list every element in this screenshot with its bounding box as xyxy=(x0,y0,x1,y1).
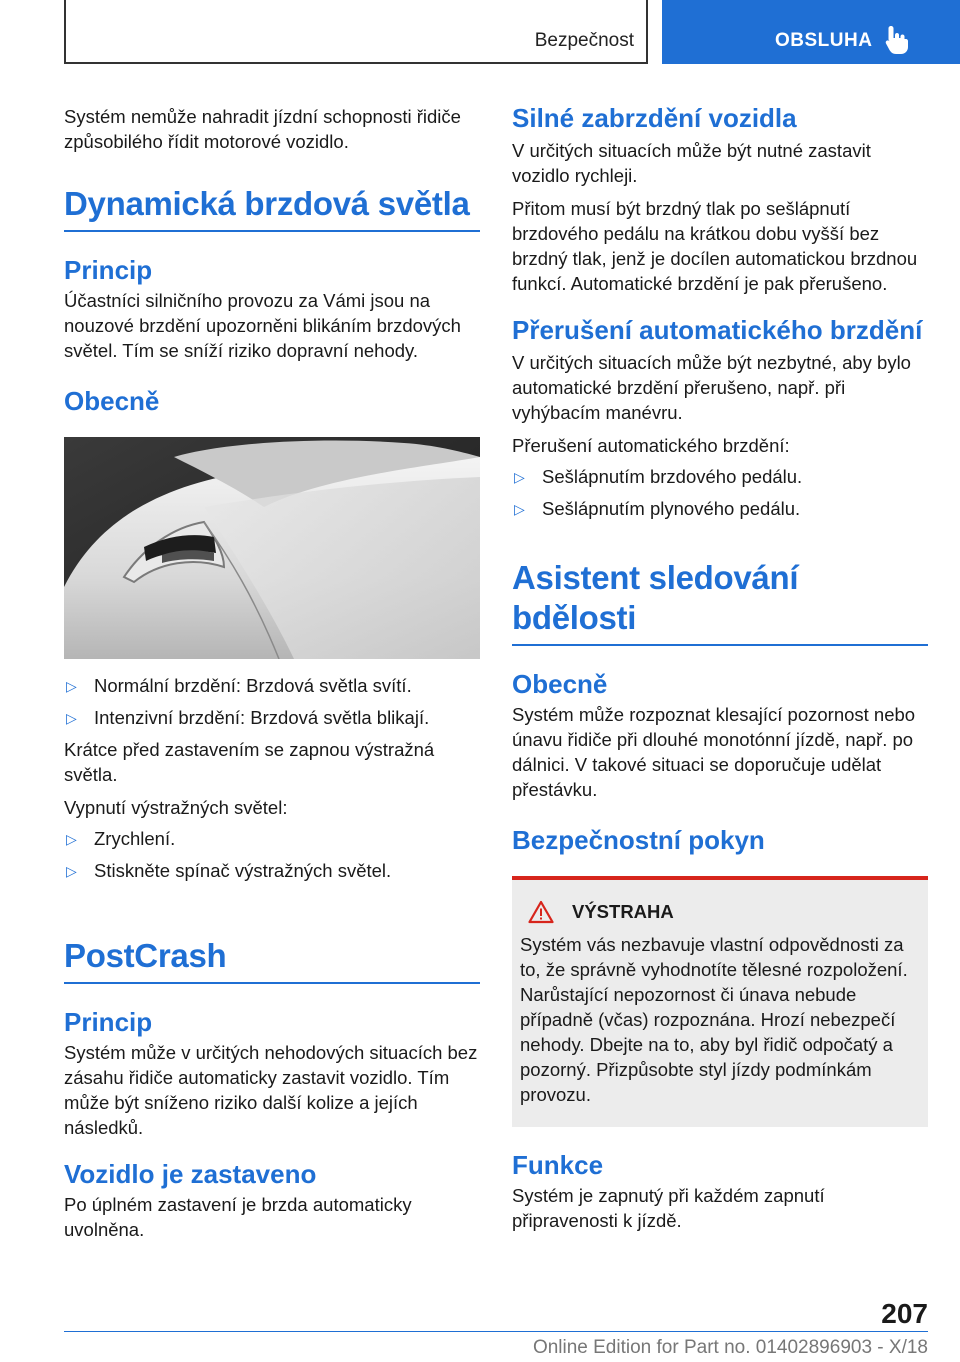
hazard-text: Krátce před zastavením se zapnou výstražná světla. xyxy=(64,739,435,785)
triangle-bullet-icon: ▷ xyxy=(514,501,525,517)
list-item-text: Normální brzdění: Brzdová světla svítí. xyxy=(94,675,412,696)
footer-edition: Online Edition for Part no. 01402896903 - X/18 xyxy=(532,1337,928,1358)
header-section-title: Bezpečnost xyxy=(534,30,634,51)
list-item xyxy=(64,858,480,884)
function-text: Systém je zapnutý při každém zapnutí připravenosti k jízdě. xyxy=(512,1185,825,1231)
section-title-brake-lights: Dynamická brzdová světla xyxy=(64,184,480,232)
heading-general: Obecně xyxy=(64,386,160,416)
list-item xyxy=(512,496,928,522)
header-section-box xyxy=(64,0,648,64)
interrupt-text-1: V určitých situacích může být nezbytné, aby bylo automatické brzdění přerušeno, např. při vyhýbacím manévru. xyxy=(512,352,911,423)
list-item xyxy=(64,673,480,699)
warning-triangle-icon xyxy=(528,900,554,924)
heading-safety-note: Bezpečnostní pokyn xyxy=(512,825,765,855)
warning-header xyxy=(520,900,920,924)
postcrash-principle-text: Systém může v určitých nehodových situacích bez zásahu řidiče automaticky zastavit vozidlo. Tím může být sníženo riziko další kolize a jejích následků. xyxy=(64,1042,478,1138)
heading-vehicle-stopped: Vozidlo je zastaveno xyxy=(64,1159,317,1189)
hand-pointer-icon xyxy=(883,24,911,56)
list-item-text: Intenzivní brzdění: Brzdová světla blikají. xyxy=(94,707,430,728)
hazard-off-text: Vypnutí výstražných světel: xyxy=(64,797,288,818)
heading-interrupt-braking: Přerušení automatického brzdění xyxy=(512,315,923,345)
heading-general: Obecně xyxy=(512,669,608,699)
list-item xyxy=(64,705,480,731)
list-item-text: Sešlápnutím plynového pedálu. xyxy=(542,498,801,519)
heading-principle: Princip xyxy=(64,1007,153,1037)
car-taillight-image xyxy=(64,437,480,659)
left-column xyxy=(64,96,480,1242)
strong-braking-text-2: Přitom musí být brzdný tlak po sešlápnutí brzdového pedálu na krátkou dobu vyšší bez brzdný tlak, jenž je docílen automatickou brzdnou funkcí. Automatické brzdění je pak přerušeno. xyxy=(512,198,918,294)
warning-text: Systém vás nezbavuje vlastní odpovědnosti za to, že správně vyhodnotíte tělesné rozpoložení. Narůstající nepozornost či únava nebude případně (včas) rozpoznána. Hrozí nebezpečí nehody. Dbejte na to, aby byl řidič odpočatý a pozorný. Přizpůsobte styl jízdy podmínkám provozu. xyxy=(520,934,908,1105)
heading-principle: Princip xyxy=(64,255,153,285)
heading-strong-braking: Silné zabrzdění vozidla xyxy=(512,103,797,133)
list-item xyxy=(64,826,480,852)
heading-function: Funkce xyxy=(512,1150,604,1180)
right-column xyxy=(512,96,928,1233)
vehicle-stopped-text: Po úplném zastavení je brzda automaticky uvolněna. xyxy=(64,1194,412,1240)
footer-divider xyxy=(64,1331,928,1332)
intro-text: Systém nemůže nahradit jízdní schopnosti řidiče způsobilého řídit motorové vozidlo. xyxy=(64,106,461,152)
warning-title: VÝSTRAHA xyxy=(572,901,674,922)
list-item-text: Zrychlení. xyxy=(94,828,176,849)
triangle-bullet-icon: ▷ xyxy=(514,469,525,485)
attention-general-text: Systém může rozpoznat klesající pozornost nebo únavu řidiče při dlouhé monotónní jízdě, např. po dálnici. V takové situaci se doporučuje udělat přestávku. xyxy=(512,704,916,800)
triangle-bullet-icon: ▷ xyxy=(66,678,77,694)
triangle-bullet-icon: ▷ xyxy=(66,831,77,847)
header-tab-label: OBSLUHA xyxy=(775,30,873,51)
triangle-bullet-icon: ▷ xyxy=(66,863,77,879)
section-title-attention-assistant: Asistent sledování bdělosti xyxy=(512,558,928,646)
page-number: 207 xyxy=(881,1298,928,1329)
interrupt-text-2: Přerušení automatického brzdění: xyxy=(512,435,790,456)
list-item xyxy=(512,464,928,490)
triangle-bullet-icon: ▷ xyxy=(66,710,77,726)
header-tab[interactable] xyxy=(662,0,960,64)
principle-text: Účastníci silničního provozu za Vámi jsou na nouzové brzdění upozorněni blikáním brzdových světel. Tím se sníží riziko dopravní nehody. xyxy=(64,290,461,361)
section-title-postcrash: PostCrash xyxy=(64,936,480,984)
strong-braking-text-1: V určitých situacích může být nutné zastavit vozidlo rychleji. xyxy=(512,140,871,186)
list-item-text: Sešlápnutím brzdového pedálu. xyxy=(542,466,803,487)
warning-box xyxy=(512,876,928,1127)
list-item-text: Stiskněte spínač výstražných světel. xyxy=(94,860,392,881)
